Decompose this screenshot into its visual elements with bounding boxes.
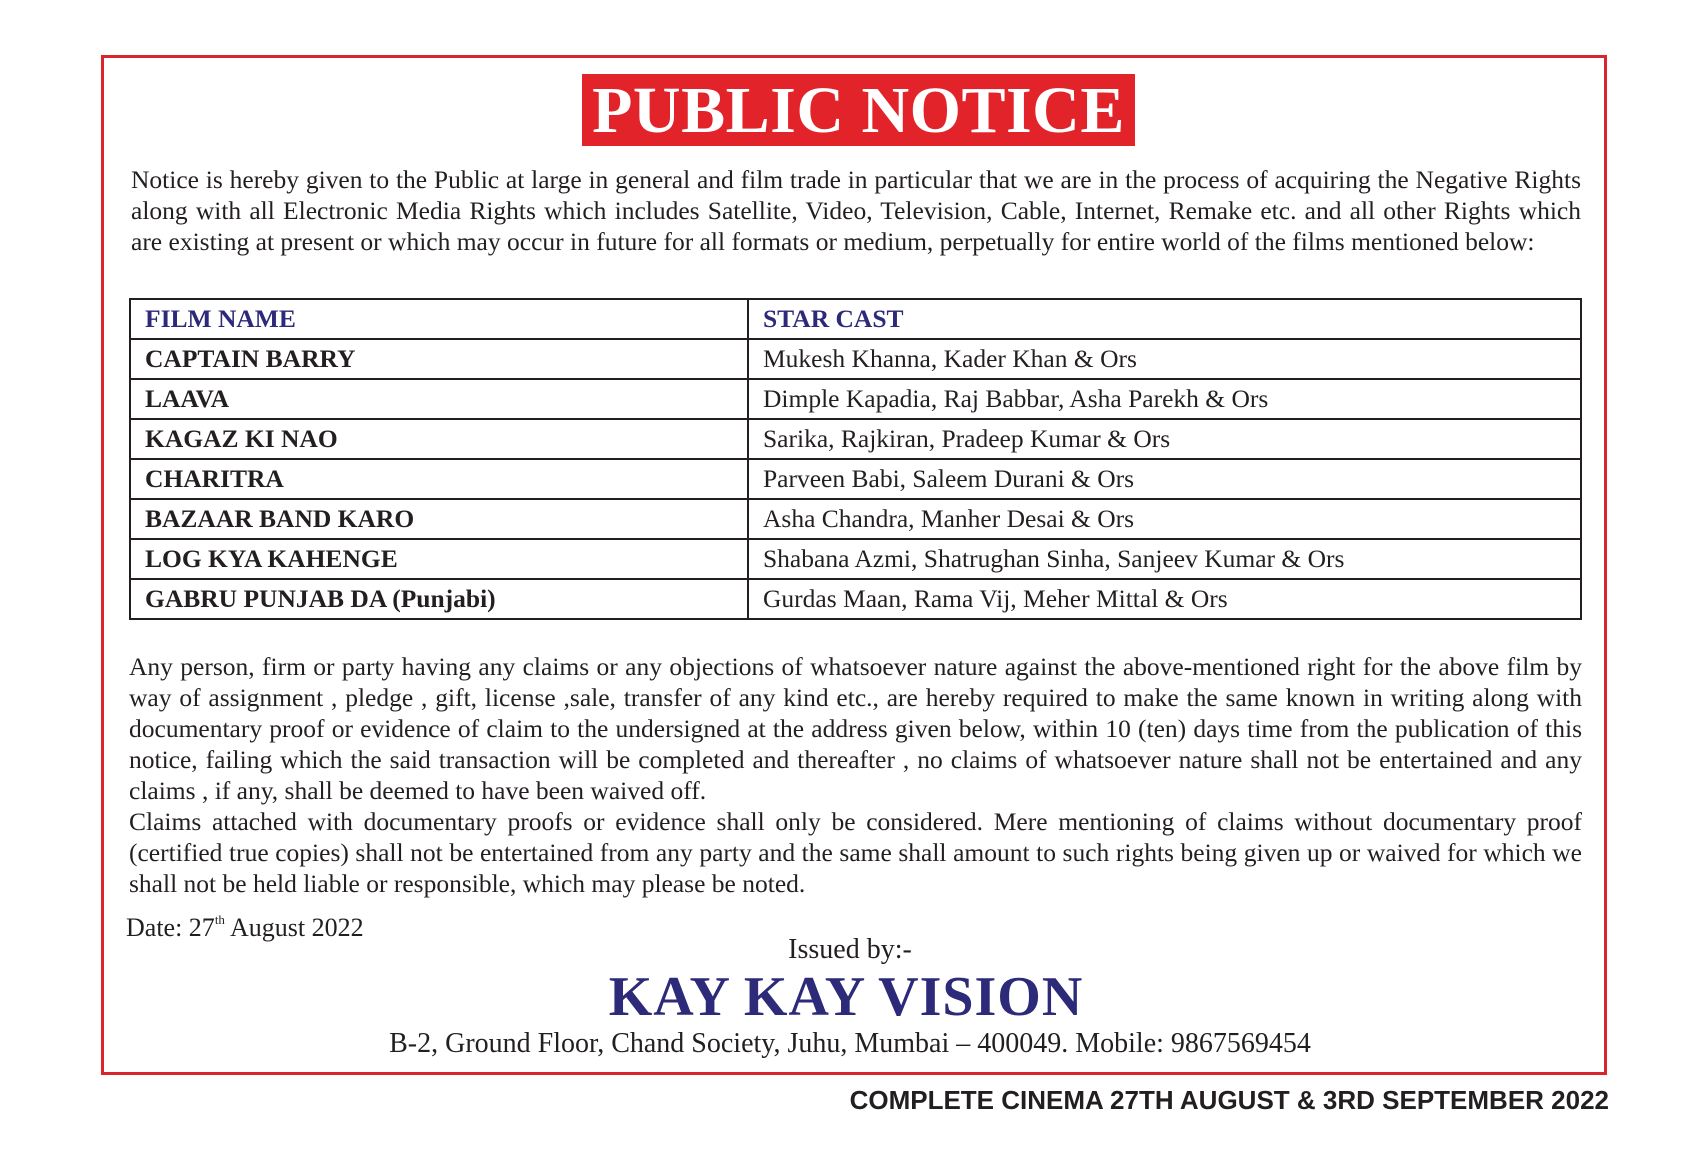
claims-section — [129, 651, 1582, 899]
table-row — [130, 579, 1581, 619]
table-header-row — [130, 299, 1581, 339]
column-header-film-name: FILM NAME — [130, 299, 748, 339]
film-name-cell: CAPTAIN BARRY — [130, 339, 748, 379]
table-row — [130, 419, 1581, 459]
documentary-proof-paragraph: Claims attached with documentary proofs or evidence shall only be considered. Mere mentioning of claims without documentary proof (certified true copies) shall not be entertained from any party and the same shall amount to such rights being given up or waived for which we shall not be held liable or responsible, which may please be noted. — [129, 807, 1582, 898]
date-ordinal-suffix: th — [214, 912, 225, 927]
film-rights-table — [129, 298, 1582, 620]
issuer-address: B-2, Ground Floor, Chand Society, Juhu, Mumbai – 400049. Mobile: 9867569454 — [389, 1028, 1311, 1059]
star-cast-cell: Gurdas Maan, Rama Vij, Meher Mittal & Ors — [748, 579, 1581, 619]
notice-intro-paragraph: Notice is hereby given to the Public at large in general and film trade in particular that we are in the process of acquiring the Negative Rights along with all Electronic Media Rights which includes Satellite, Video, Television, Cable, Internet, Remake etc. and all other Rights which are existing at present or which may occur in future for all formats or medium, perpetually for entire world of the films mentioned below: — [131, 165, 1581, 256]
star-cast-cell: Asha Chandra, Manher Desai & Ors — [748, 499, 1581, 539]
film-name-cell: LAAVA — [130, 379, 748, 419]
claims-paragraph: Any person, firm or party having any claims or any objections of whatsoever nature against the above-mentioned right for the above film by way of assignment , pledge , gift, license ,sale, transfer of any kind etc., are hereby required to make the same known in writing along with documentary proof or evidence of claim to the undersigned at the address given below, within 10 (ten) days time from the publication of this notice, failing which the said transaction will be completed and thereafter , no claims of whatsoever nature shall not be entertained and any claims , if any, shall be deemed to have been waived off. — [129, 652, 1582, 805]
star-cast-cell: Parveen Babi, Saleem Durani & Ors — [748, 459, 1581, 499]
star-cast-cell: Shabana Azmi, Shatrughan Sinha, Sanjeev Kumar & Ors — [748, 539, 1581, 579]
film-name-cell: LOG KYA KAHENGE — [130, 539, 748, 579]
film-name-cell: CHARITRA — [130, 459, 748, 499]
star-cast-cell: Mukesh Khanna, Kader Khan & Ors — [748, 339, 1581, 379]
column-header-star-cast: STAR CAST — [748, 299, 1581, 339]
notice-title: PUBLIC NOTICE — [582, 74, 1135, 146]
table-row — [130, 499, 1581, 539]
public-notice-frame — [101, 55, 1607, 1075]
publication-credit: COMPLETE CINEMA 27TH AUGUST & 3RD SEPTEMBER 2022 — [849, 1085, 1609, 1115]
issuer-company-name: KAY KAY VISION — [608, 966, 1084, 1028]
date-prefix: Date: 27 — [126, 913, 215, 942]
film-name-cell: KAGAZ KI NAO — [130, 419, 748, 459]
film-name-cell: GABRU PUNJAB DA (Punjabi) — [130, 579, 748, 619]
date-month-year: August 2022 — [224, 913, 364, 942]
table-row — [130, 339, 1581, 379]
table-row — [130, 459, 1581, 499]
issued-by-label: Issued by:- — [788, 934, 912, 965]
film-name-cell: BAZAAR BAND KARO — [130, 499, 748, 539]
star-cast-cell: Dimple Kapadia, Raj Babbar, Asha Parekh & Ors — [748, 379, 1581, 419]
table-row — [130, 539, 1581, 579]
table-row — [130, 379, 1581, 419]
star-cast-cell: Sarika, Rajkiran, Pradeep Kumar & Ors — [748, 419, 1581, 459]
